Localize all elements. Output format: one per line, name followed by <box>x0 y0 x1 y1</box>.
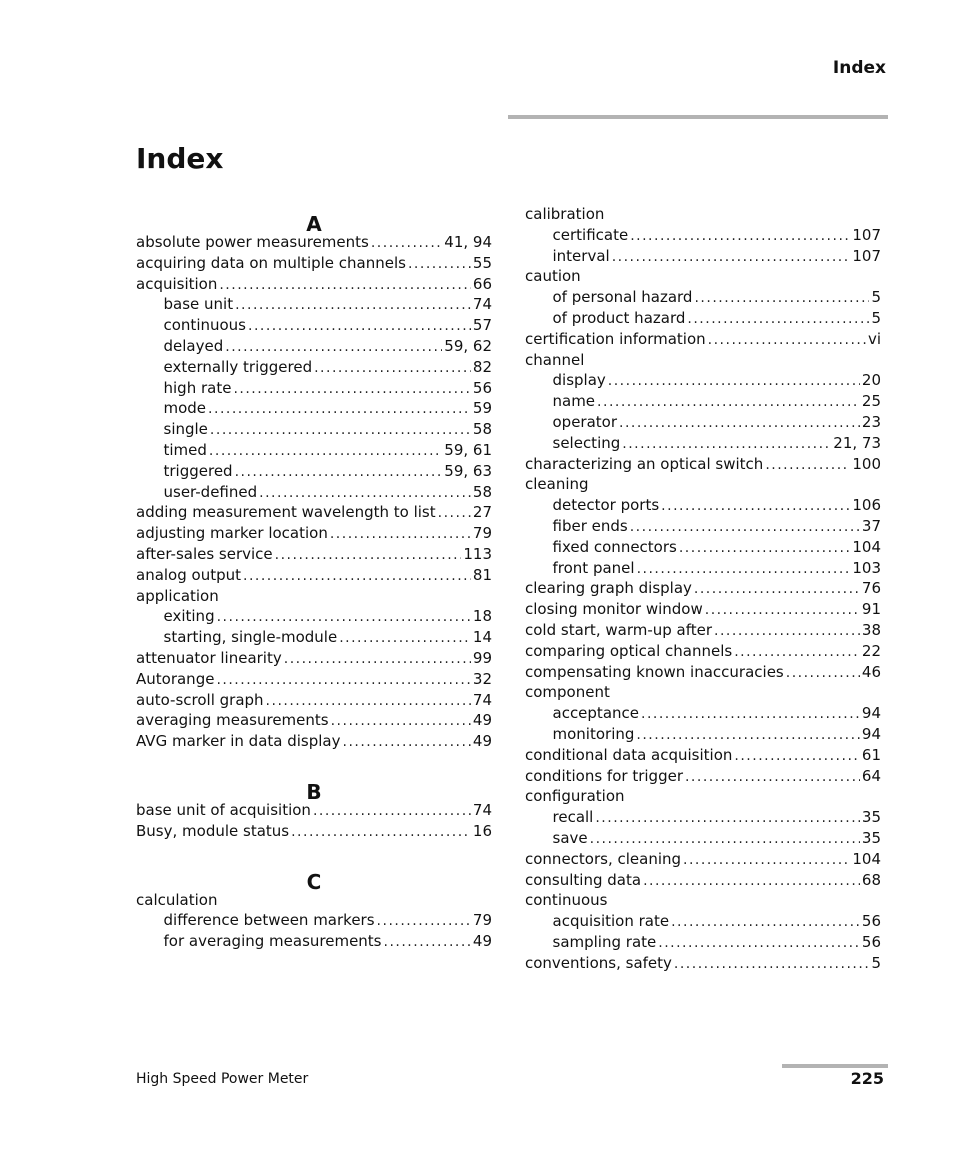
index-page-ref: 58 <box>472 482 492 501</box>
index-page-ref: 61 <box>861 745 881 764</box>
index-entry <box>525 578 881 599</box>
index-page-ref: 104 <box>852 849 881 868</box>
index-term: compensating known inaccuracies <box>525 662 784 681</box>
index-term: fixed connectors <box>552 537 677 556</box>
dot-leader <box>208 399 471 420</box>
index-term: cleaning <box>525 475 589 494</box>
index-subentry <box>136 315 492 336</box>
dot-leader <box>339 628 471 649</box>
index-term: channel <box>525 350 585 369</box>
index-term: consulting data <box>525 870 642 889</box>
index-entry <box>136 586 492 607</box>
index-page-ref: 56 <box>472 378 492 397</box>
index-subentry <box>525 225 881 246</box>
index-page-ref: 14 <box>472 628 492 647</box>
index-term: high rate <box>163 378 232 397</box>
index-term: acceptance <box>552 704 639 723</box>
index-entry <box>136 690 492 711</box>
index-term: Autorange <box>136 669 215 688</box>
index-term: of product hazard <box>552 308 686 327</box>
index-subentry <box>525 433 881 454</box>
index-term: certification information <box>525 329 706 348</box>
index-term: absolute power measurements <box>136 233 369 251</box>
index-page-ref: 21, 73 <box>833 433 881 452</box>
index-page-ref: 25 <box>861 392 881 411</box>
dot-leader <box>734 642 860 663</box>
index-entry <box>136 821 492 842</box>
index-entry <box>525 641 881 662</box>
index-subentry <box>136 378 492 399</box>
index-subentry <box>525 537 881 558</box>
index-term: attenuator linearity <box>136 648 282 667</box>
index-term: fiber ends <box>552 516 628 535</box>
dot-leader <box>314 358 471 379</box>
dot-leader <box>708 330 866 351</box>
footer-document-title: High Speed Power Meter <box>136 1071 309 1087</box>
dot-leader <box>266 691 471 712</box>
index-page-ref: 64 <box>861 766 881 785</box>
index-term: single <box>163 420 208 439</box>
dot-leader <box>313 801 471 822</box>
index-page-ref: 56 <box>861 932 881 951</box>
dot-leader <box>371 233 442 254</box>
index-entry <box>136 800 492 821</box>
index-entry <box>136 565 492 586</box>
index-subentry <box>136 419 492 440</box>
index-term: triggered <box>163 461 233 480</box>
index-page-ref: 76 <box>861 579 881 598</box>
dot-leader <box>330 524 471 545</box>
index-term: adding measurement wavelength to list <box>136 503 436 522</box>
index-subentry <box>525 558 881 579</box>
index-entry <box>136 710 492 731</box>
index-term: operator <box>552 412 618 431</box>
index-subentry <box>525 287 881 308</box>
index-entry <box>525 204 881 225</box>
index-term: recall <box>552 808 594 827</box>
dot-leader <box>219 275 471 296</box>
index-term: conditional data acquisition <box>525 745 733 764</box>
index-page-ref: 20 <box>861 371 881 390</box>
index-page-ref: 107 <box>852 225 881 244</box>
index-term: base unit of acquisition <box>136 800 311 819</box>
header-rule <box>508 115 888 119</box>
index-page-ref: 22 <box>861 641 881 660</box>
index-page-ref: 46 <box>861 662 881 681</box>
index-term: display <box>552 371 606 390</box>
index-term: base unit <box>163 295 234 314</box>
index-page-ref: 94 <box>861 724 881 743</box>
index-page-ref: 94 <box>861 704 881 723</box>
index-subentry <box>525 724 881 745</box>
index-entry <box>525 350 881 371</box>
index-term: selecting <box>552 433 621 452</box>
index-entry <box>525 620 881 641</box>
dot-leader <box>637 559 851 580</box>
index-page-ref: 82 <box>472 357 492 376</box>
dot-leader <box>284 649 471 670</box>
index-term: interval <box>552 246 610 265</box>
dot-leader <box>590 829 860 850</box>
index-term: application <box>136 586 219 605</box>
dot-leader <box>630 517 860 538</box>
dot-leader <box>235 462 443 483</box>
index-page-ref: 107 <box>852 246 881 265</box>
index-page-ref: 37 <box>861 516 881 535</box>
index-entry <box>136 523 492 544</box>
index-page-ref: 68 <box>861 870 881 889</box>
index-page-ref: 32 <box>472 669 492 688</box>
index-page-ref: 49 <box>472 932 492 951</box>
dot-leader <box>694 288 869 309</box>
index-subentry <box>136 910 492 931</box>
index-term: sampling rate <box>552 932 657 951</box>
index-term: monitoring <box>552 724 635 743</box>
index-page-ref: 18 <box>472 607 492 626</box>
dot-leader <box>685 767 860 788</box>
index-page-ref: 103 <box>852 558 881 577</box>
index-entry <box>525 474 881 495</box>
index-column-left <box>136 204 492 952</box>
index-subentry <box>525 516 881 537</box>
dot-leader <box>217 607 471 628</box>
index-term: Busy, module status <box>136 821 290 840</box>
index-page-ref: 79 <box>472 524 492 543</box>
index-column-right <box>525 204 881 973</box>
dot-leader <box>619 413 860 434</box>
index-term: front panel <box>552 558 635 577</box>
index-term: calibration <box>525 205 605 223</box>
dot-leader <box>643 871 860 892</box>
dot-leader <box>408 254 471 275</box>
dot-leader <box>608 371 860 392</box>
index-page-ref: vi <box>867 329 881 348</box>
dot-leader <box>765 455 850 476</box>
index-entry <box>136 648 492 669</box>
index-term: difference between markers <box>163 911 375 930</box>
index-subentry <box>525 911 881 932</box>
dot-leader <box>377 911 471 932</box>
index-subentry <box>525 246 881 267</box>
index-page-ref: 81 <box>472 565 492 584</box>
dot-leader <box>275 545 462 566</box>
index-page-ref: 16 <box>472 821 492 840</box>
index-entry <box>136 669 492 690</box>
index-subentry <box>136 440 492 461</box>
index-entry <box>136 253 492 274</box>
index-entry <box>525 745 881 766</box>
index-term: configuration <box>525 787 625 806</box>
index-subentry <box>525 807 881 828</box>
dot-leader <box>671 912 860 933</box>
index-page-ref: 35 <box>861 808 881 827</box>
dot-leader <box>331 711 471 732</box>
index-subentry <box>136 461 492 482</box>
index-subentry <box>136 398 492 419</box>
index-entry <box>525 329 881 350</box>
index-letter-heading: C <box>306 869 322 894</box>
index-page-ref: 91 <box>861 600 881 619</box>
index-term: averaging measurements <box>136 711 329 730</box>
index-subentry <box>525 391 881 412</box>
index-entry <box>136 544 492 565</box>
index-term: acquiring data on multiple channels <box>136 253 406 272</box>
dot-leader <box>235 295 471 316</box>
index-entry <box>525 870 881 891</box>
index-term: save <box>552 828 588 847</box>
dot-leader <box>786 663 860 684</box>
dot-leader <box>291 822 471 843</box>
index-page-ref: 74 <box>472 295 492 314</box>
index-term: externally triggered <box>163 357 313 376</box>
index-term: conventions, safety <box>525 953 672 972</box>
dot-leader <box>210 420 471 441</box>
dot-leader <box>225 337 442 358</box>
index-page-ref: 57 <box>472 316 492 335</box>
index-page-ref: 5 <box>871 953 881 972</box>
dot-leader <box>661 496 850 517</box>
index-page-ref: 113 <box>463 544 492 563</box>
index-term: timed <box>163 440 207 459</box>
index-page-ref: 41, 94 <box>444 233 492 251</box>
index-term: component <box>525 683 610 702</box>
index-term: continuous <box>163 316 246 335</box>
index-term: auto-scroll graph <box>136 690 264 709</box>
dot-leader <box>705 600 860 621</box>
index-subentry <box>136 931 492 952</box>
index-term: acquisition <box>136 274 218 293</box>
index-term: closing monitor window <box>525 600 703 619</box>
index-term: conditions for trigger <box>525 766 683 785</box>
index-page-ref: 59, 61 <box>444 440 492 459</box>
dot-leader <box>694 579 860 600</box>
index-page-ref: 66 <box>472 274 492 293</box>
index-term: calculation <box>136 890 218 909</box>
index-page-ref: 106 <box>852 496 881 515</box>
index-entry <box>525 599 881 620</box>
dot-leader <box>597 392 860 413</box>
dot-leader <box>636 725 860 746</box>
index-subentry <box>136 294 492 315</box>
index-page-ref: 27 <box>472 503 492 522</box>
index-entry <box>525 786 881 807</box>
index-entry <box>525 662 881 683</box>
dot-leader <box>216 670 470 691</box>
index-term: caution <box>525 267 581 286</box>
page-title: Index <box>136 142 224 175</box>
index-page-ref: 99 <box>472 648 492 667</box>
index-page-ref: 59, 62 <box>444 336 492 355</box>
footer-page-number: 225 <box>850 1069 884 1088</box>
index-entry <box>525 682 881 703</box>
index-term: analog output <box>136 565 241 584</box>
index-term: cold start, warm-up after <box>525 620 713 639</box>
index-entry <box>525 266 881 287</box>
index-page-ref: 100 <box>852 454 881 473</box>
index-subentry <box>525 308 881 329</box>
index-page-ref: 56 <box>861 912 881 931</box>
index-entry <box>525 849 881 870</box>
dot-leader <box>384 932 471 953</box>
dot-leader <box>679 538 851 559</box>
index-term: user-defined <box>163 482 258 501</box>
index-letter-heading: B <box>306 779 322 804</box>
index-subentry <box>525 703 881 724</box>
dot-leader <box>438 503 471 524</box>
index-term: mode <box>163 399 207 418</box>
index-page-ref: 58 <box>472 420 492 439</box>
dot-leader <box>243 566 471 587</box>
dot-leader <box>343 732 471 753</box>
dot-leader <box>630 226 850 247</box>
dot-leader <box>248 316 471 337</box>
index-page-ref: 79 <box>472 911 492 930</box>
index-term: connectors, cleaning <box>525 849 682 868</box>
index-page-ref: 104 <box>852 537 881 556</box>
index-page-ref: 49 <box>472 711 492 730</box>
index-entry <box>136 502 492 523</box>
index-term: starting, single-module <box>163 628 338 647</box>
index-page-ref: 59, 63 <box>444 461 492 480</box>
dot-leader <box>209 441 442 462</box>
index-page-ref: 74 <box>472 690 492 709</box>
index-term: AVG marker in data display <box>136 732 341 751</box>
index-subentry <box>136 627 492 648</box>
dot-leader <box>641 704 860 725</box>
index-letter-heading: A <box>306 212 322 236</box>
index-entry <box>525 890 881 911</box>
dot-leader <box>683 850 850 871</box>
dot-leader <box>622 434 831 455</box>
index-entry <box>525 766 881 787</box>
index-subentry <box>136 482 492 503</box>
index-subentry <box>525 412 881 433</box>
index-term: acquisition rate <box>552 912 670 931</box>
index-page-ref: 23 <box>861 412 881 431</box>
index-subentry <box>525 370 881 391</box>
index-page-ref: 55 <box>472 253 492 272</box>
index-term: detector ports <box>552 496 660 515</box>
index-term: certificate <box>552 225 629 244</box>
dot-leader <box>714 621 860 642</box>
index-entry <box>136 731 492 752</box>
index-term: characterizing an optical switch <box>525 454 764 473</box>
index-subentry <box>136 357 492 378</box>
index-subentry <box>136 606 492 627</box>
index-term: exiting <box>163 607 215 626</box>
footer-rule <box>782 1064 888 1068</box>
dot-leader <box>734 746 860 767</box>
index-entry <box>136 232 492 253</box>
index-term: of personal hazard <box>552 288 693 307</box>
index-subentry <box>525 495 881 516</box>
index-page-ref: 74 <box>472 800 492 819</box>
index-term: after-sales service <box>136 544 273 563</box>
dot-leader <box>658 933 860 954</box>
index-subentry <box>136 336 492 357</box>
index-page-ref: 35 <box>861 828 881 847</box>
index-entry <box>525 454 881 475</box>
dot-leader <box>612 247 851 268</box>
running-head: Index <box>832 58 886 78</box>
index-subentry <box>525 828 881 849</box>
index-term: clearing graph display <box>525 579 692 598</box>
index-page-ref: 49 <box>472 732 492 751</box>
dot-leader <box>674 954 870 975</box>
dot-leader <box>259 483 471 504</box>
index-entry <box>525 953 881 974</box>
index-subentry <box>525 932 881 953</box>
index-page-ref: 59 <box>472 399 492 418</box>
index-page-ref: 5 <box>871 308 881 327</box>
dot-leader <box>687 309 869 330</box>
index-term: for averaging measurements <box>163 932 382 951</box>
index-term: comparing optical channels <box>525 641 733 660</box>
index-term: name <box>552 392 596 411</box>
index-term: delayed <box>163 336 224 355</box>
dot-leader <box>595 808 860 829</box>
index-page-ref: 5 <box>871 288 881 307</box>
index-page-ref: 38 <box>861 620 881 639</box>
index-entry <box>136 274 492 295</box>
dot-leader <box>233 379 470 400</box>
index-term: adjusting marker location <box>136 524 328 543</box>
index-term: continuous <box>525 891 608 910</box>
